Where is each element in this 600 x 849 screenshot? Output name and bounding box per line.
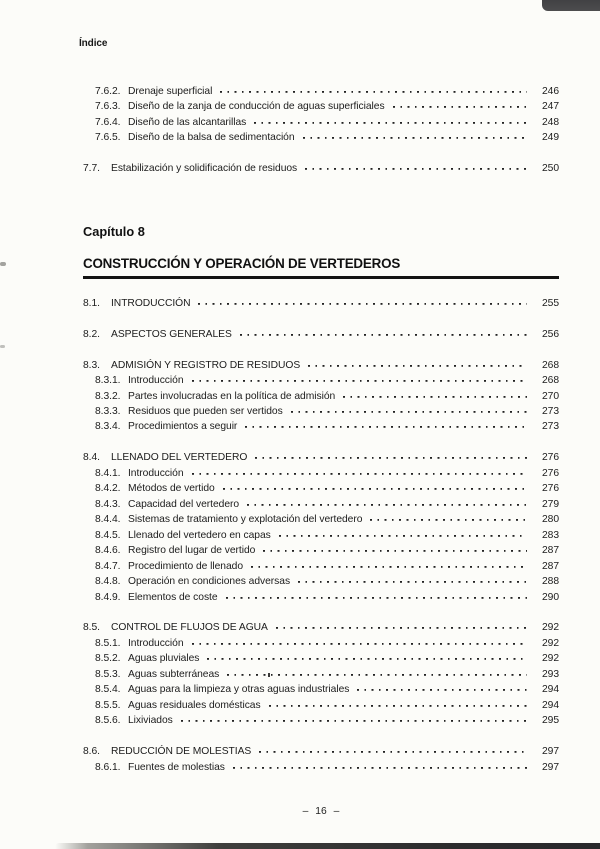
toc-entry-page: 283 <box>541 529 559 541</box>
toc-entry-label: Residuos que pueden ser vertidos <box>128 406 283 418</box>
dot-leader <box>393 106 527 109</box>
toc-entry-number: 8.5. <box>83 622 100 634</box>
dot-leader <box>308 365 527 368</box>
toc-entry-number: 8.1. <box>83 297 100 309</box>
dot-leader <box>259 751 527 754</box>
page-header: Índice <box>79 38 108 49</box>
toc-entry-number: 8.3.3. <box>95 406 121 418</box>
toc-entry-page: 268 <box>541 375 559 387</box>
dot-leader <box>247 504 527 507</box>
toc-entry-number: 7.6.4. <box>95 116 121 128</box>
toc-group <box>83 620 559 728</box>
toc-entry-number: 8.4.3. <box>95 498 121 510</box>
dot-leader <box>263 550 527 553</box>
toc-entry-label: Operación en condiciones adversas <box>128 576 291 588</box>
toc-entry-number: 8.4.6. <box>95 545 121 557</box>
toc-entry-number: 7.6.2. <box>95 86 121 97</box>
page-number: – 16 – <box>302 806 340 817</box>
toc-row <box>83 84 559 99</box>
toc-entry-number: 8.6.1. <box>95 761 121 773</box>
toc-entry-page: 276 <box>541 483 559 495</box>
toc-row <box>83 327 559 342</box>
toc-entry-label: Aguas subterráneas <box>128 668 220 680</box>
dot-leader <box>370 519 527 522</box>
toc-entry-number: 8.4. <box>83 452 100 464</box>
toc-entry-page: 295 <box>541 715 559 727</box>
dot-leader <box>303 137 527 140</box>
toc-entry-page: 248 <box>541 116 559 128</box>
toc-entry-label: Procedimiento de llenado <box>128 560 244 572</box>
dot-leader <box>343 396 527 399</box>
toc-row <box>83 667 559 682</box>
toc-entry-number: 8.3.2. <box>95 390 121 402</box>
toc-row <box>83 161 559 176</box>
toc-entry-label: Aguas residuales domésticas <box>128 699 261 711</box>
toc-entry-number: 8.5.3. <box>95 668 121 680</box>
toc-entry-page: 276 <box>541 452 559 464</box>
toc-entry-page: 294 <box>541 699 559 711</box>
dot-leader <box>220 91 527 94</box>
dot-leader <box>181 720 527 723</box>
toc-row <box>83 450 559 465</box>
toc-group <box>83 358 559 435</box>
scan-artifact-bottom-edge <box>55 843 600 849</box>
toc-entry-number: 7.6.3. <box>95 101 121 113</box>
toc-entry-page: 273 <box>541 406 559 418</box>
toc-entry-page: 246 <box>541 86 559 97</box>
dot-leader <box>192 380 528 383</box>
toc-entry-page: 279 <box>541 498 559 510</box>
toc-entry-label: Sistemas de tratamiento y explotación del vertedero <box>128 514 363 526</box>
toc-group <box>83 450 559 605</box>
toc-entry-label: ADMISIÓN Y REGISTRO DE RESIDUOS <box>111 359 301 371</box>
toc-entry-label: REDUCCIÓN DE MOLESTIAS <box>111 746 252 758</box>
dot-leader <box>233 767 527 770</box>
toc-entry-label: ASPECTOS GENERALES <box>111 328 232 340</box>
toc-entry-page: 292 <box>541 637 559 649</box>
toc-row <box>83 497 559 512</box>
dot-leader <box>357 689 527 692</box>
dot-leader <box>192 473 528 476</box>
toc-entry-label: Capacidad del vertedero <box>128 498 240 510</box>
toc-entry-page: 290 <box>541 591 559 603</box>
toc-entry-page: 268 <box>541 359 559 371</box>
page-content <box>83 84 559 775</box>
toc-entry-label: Diseño de la zanja de conducción de aguas superficiales <box>128 101 385 113</box>
toc-entry-page: 255 <box>541 297 559 309</box>
toc-entry-page: 280 <box>541 514 559 526</box>
toc-entry-number: 7.7. <box>83 163 100 175</box>
dot-leader <box>279 535 527 538</box>
dot-leader <box>255 457 527 460</box>
toc-row <box>83 404 559 419</box>
dot-leader <box>291 411 527 414</box>
toc-entry-number: 8.3.4. <box>95 421 121 433</box>
toc-entry-page: 293 <box>541 668 559 680</box>
toc-entry-number: 8.3. <box>83 359 100 371</box>
toc-entry-number: 8.4.4. <box>95 514 121 526</box>
toc-entry-label: Métodos de vertido <box>128 483 215 495</box>
chapter-heading <box>83 224 559 279</box>
toc-entry-number: 7.6.5. <box>95 132 121 144</box>
toc-entry-page: 247 <box>541 101 559 113</box>
dot-leader <box>251 566 527 569</box>
toc-row <box>83 115 559 130</box>
toc-entry-number: 8.3.1. <box>95 375 121 387</box>
toc-row <box>83 620 559 635</box>
dot-leader <box>198 303 527 306</box>
toc-entry-page: 287 <box>541 560 559 572</box>
toc-group <box>83 161 559 176</box>
toc-row <box>83 389 559 404</box>
toc-row <box>83 373 559 388</box>
toc-entry-label: Registro del lugar de vertido <box>128 545 256 557</box>
toc-row <box>83 651 559 666</box>
toc-row <box>83 99 559 114</box>
toc-entry-number: 8.4.2. <box>95 483 121 495</box>
dot-leader <box>240 334 527 337</box>
dot-leader <box>254 122 527 125</box>
toc-row <box>83 590 559 605</box>
toc-entry-page: 294 <box>541 684 559 696</box>
toc-group <box>83 84 559 146</box>
toc-entry-page: 297 <box>541 761 559 773</box>
toc-row <box>83 713 559 728</box>
chapter-kicker: Capítulo 8 <box>83 223 145 239</box>
toc-entry-label: Diseño de la balsa de sedimentación <box>128 132 295 144</box>
toc-entry-page: 250 <box>541 163 559 175</box>
toc-entry-number: 8.5.6. <box>95 715 121 727</box>
toc-entry-label: Diseño de las alcantarillas <box>128 116 247 128</box>
toc-entry-label: Introducción <box>128 637 184 649</box>
toc-row <box>83 543 559 558</box>
scan-artifact-speck <box>0 345 5 348</box>
toc-entry-label: Introducción <box>128 467 184 479</box>
toc-entry-label: Llenado del vertedero en capas <box>128 529 271 541</box>
toc-row <box>83 698 559 713</box>
toc-entry-number: 8.4.7. <box>95 560 121 572</box>
toc-group <box>83 327 559 342</box>
toc-entry-page: 276 <box>541 467 559 479</box>
dot-leader <box>269 705 527 708</box>
toc-entry-page: 273 <box>541 421 559 433</box>
toc-row <box>83 481 559 496</box>
toc-entry-page: 292 <box>541 653 559 665</box>
toc-row <box>83 559 559 574</box>
toc-entry-number: 8.5.1. <box>95 637 121 649</box>
toc-entry-label: INTRODUCCIÓN <box>111 297 191 309</box>
toc-row <box>83 574 559 589</box>
toc-row <box>83 512 559 527</box>
toc-section-chapter8 <box>83 296 559 775</box>
toc-entry-number: 8.5.4. <box>95 684 121 696</box>
toc-group <box>83 744 559 775</box>
toc-row <box>83 296 559 311</box>
dot-leader <box>298 581 527 584</box>
toc-entry-number: 8.4.9. <box>95 591 121 603</box>
toc-entry-label: Elementos de coste <box>128 591 218 603</box>
toc-entry-page: 288 <box>541 576 559 588</box>
toc-row <box>83 636 559 651</box>
toc-row <box>83 358 559 373</box>
scan-artifact-top-right <box>542 0 600 11</box>
toc-entry-number: 8.4.5. <box>95 529 121 541</box>
toc-entry-page: 270 <box>541 390 559 402</box>
toc-entry-number: 8.4.8. <box>95 576 121 588</box>
toc-row <box>83 466 559 481</box>
toc-entry-page: 297 <box>541 746 559 758</box>
toc-entry-label: Procedimientos a seguir <box>128 421 238 433</box>
chapter-title: CONSTRUCCIÓN Y OPERACIÓN DE VERTEDEROS <box>83 256 559 279</box>
toc-entry-page: 292 <box>541 622 559 634</box>
toc-entry-label: Partes involucradas en la política de admisión <box>128 390 336 402</box>
toc-section-chapter7 <box>83 84 559 177</box>
dot-leader <box>207 658 527 661</box>
dot-leader <box>276 627 527 630</box>
toc-entry-label: Aguas pluviales <box>128 653 200 665</box>
toc-row <box>83 760 559 775</box>
toc-entry-label: LLENADO DEL VERTEDERO <box>111 452 248 464</box>
toc-entry-label: CONTROL DE FLUJOS DE AGUA <box>111 622 268 634</box>
dot-leader <box>245 426 527 429</box>
toc-entry-label: Introducción <box>128 375 184 387</box>
toc-row <box>83 528 559 543</box>
toc-entry-label: Estabilización y solidificación de residuos <box>111 163 298 175</box>
toc-row <box>83 682 559 697</box>
toc-entry-number: 8.2. <box>83 328 100 340</box>
scan-artifact-speck <box>0 262 6 266</box>
toc-group <box>83 296 559 311</box>
toc-entry-page: 287 <box>541 545 559 557</box>
toc-entry-label: Drenaje superficial <box>128 86 213 97</box>
dot-leader <box>305 168 527 171</box>
toc-row <box>83 744 559 759</box>
toc-entry-number: 8.6. <box>83 746 100 758</box>
dot-leader <box>192 643 528 646</box>
toc-entry-label: Lixiviados <box>128 715 173 727</box>
toc-entry-number: 8.4.1. <box>95 467 121 479</box>
dot-leader <box>223 488 527 491</box>
toc-entry-number: 8.5.2. <box>95 653 121 665</box>
dot-leader <box>226 597 527 600</box>
toc-entry-label: Aguas para la limpieza y otras aguas industriales <box>128 684 350 696</box>
toc-row <box>83 130 559 145</box>
toc-entry-label: Fuentes de molestias <box>128 761 225 773</box>
toc-entry-page: 249 <box>541 132 559 144</box>
toc-entry-number: 8.5.5. <box>95 699 121 711</box>
dot-leader <box>227 674 527 677</box>
toc-row <box>83 419 559 434</box>
toc-entry-page: 256 <box>541 328 559 340</box>
